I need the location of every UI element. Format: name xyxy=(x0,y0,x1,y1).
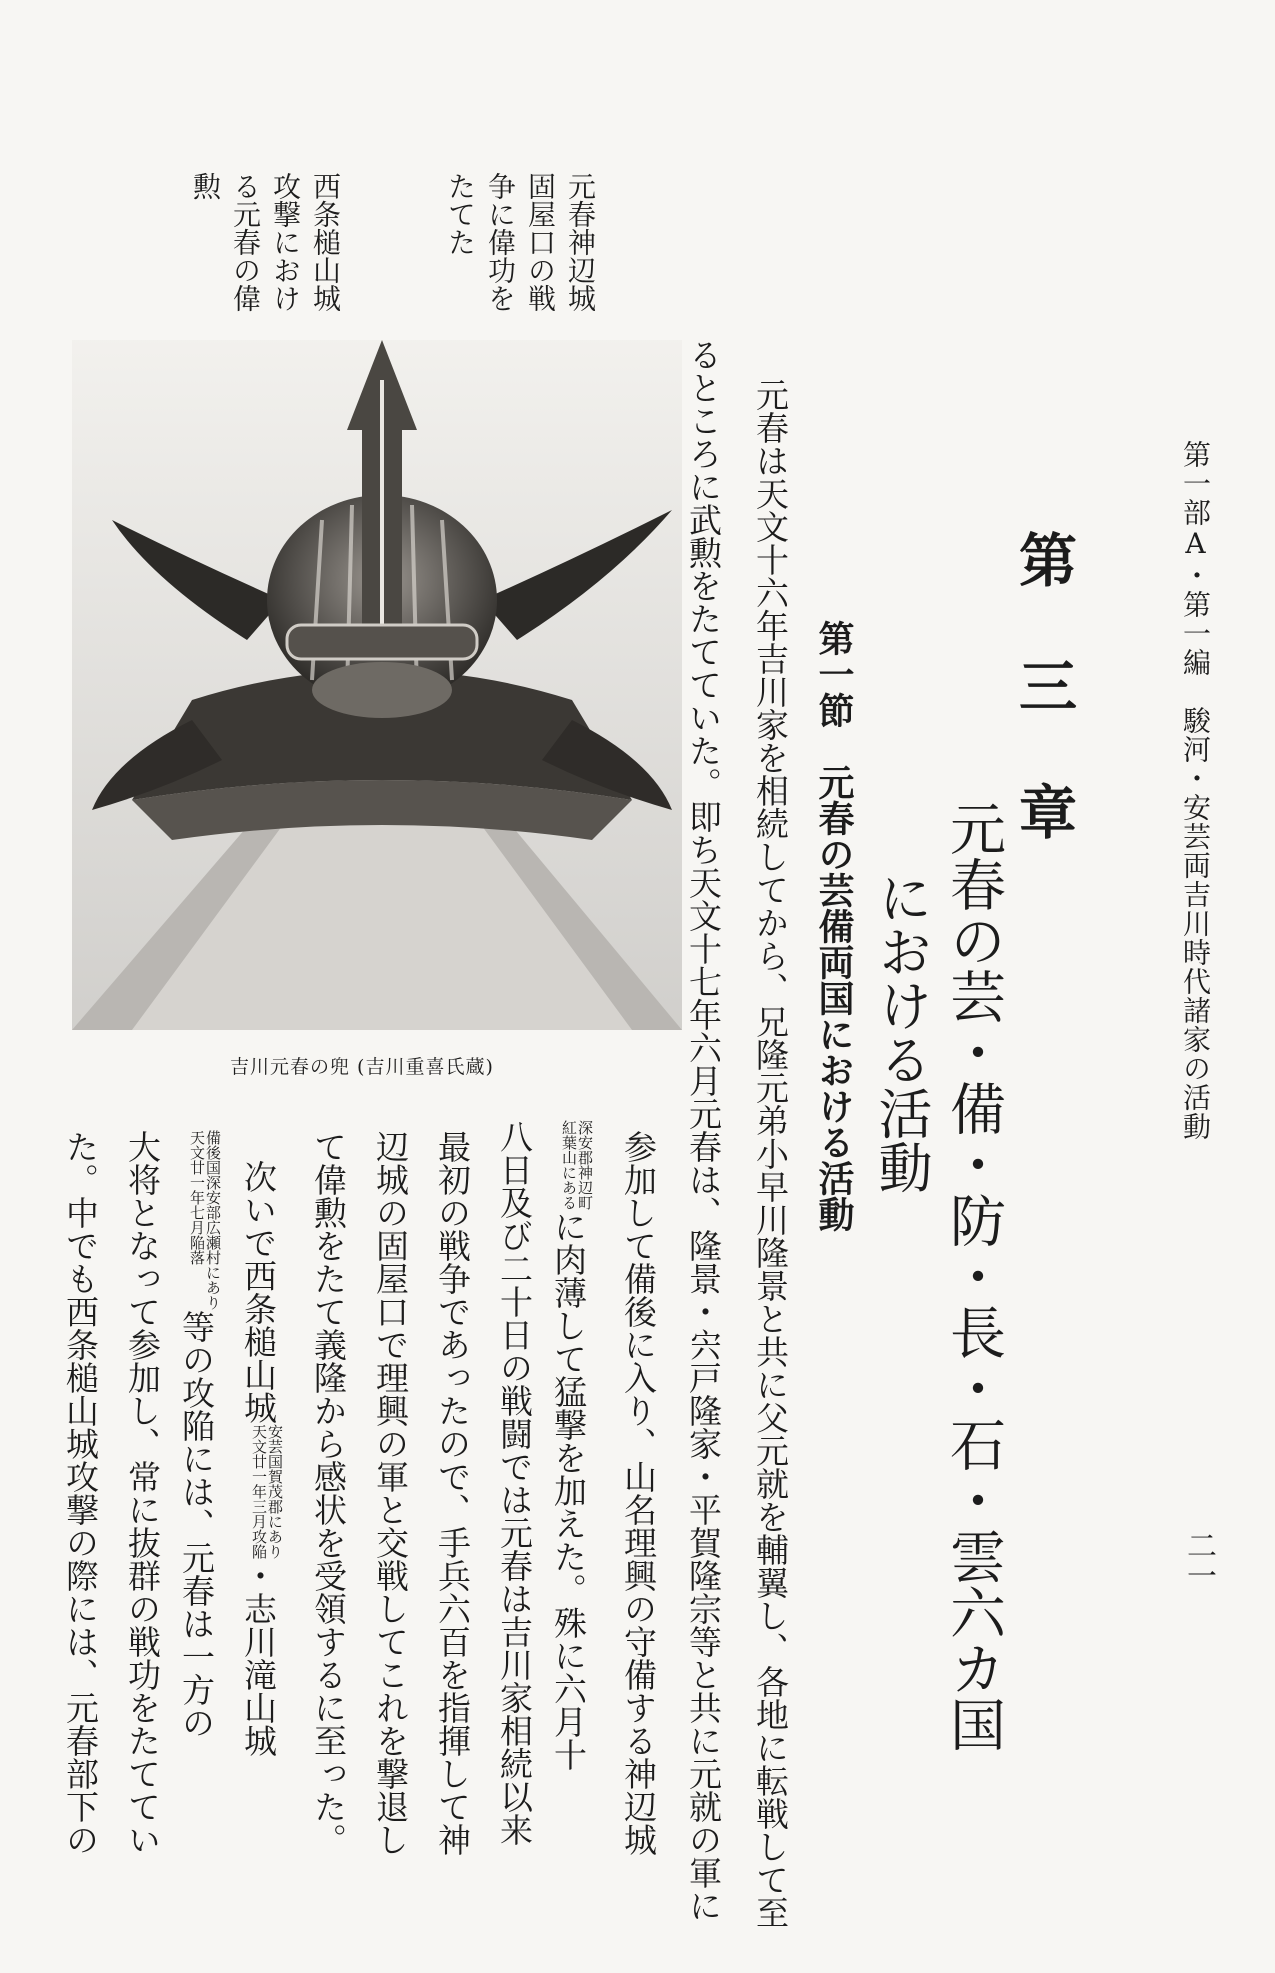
inline-note-3: 備後国深安部広瀬村にあり 天文廿一年七月陥落 xyxy=(188,1130,222,1310)
body-line-12: た。中でも西条槌山城攻撃の際には、元春部下の xyxy=(61,1130,100,1856)
body-line-3: 参加して備後に入り、山名理興の守備する神辺城 xyxy=(619,1130,658,1856)
body-line-11: 大将となって参加し、常に抜群の戦功をたててい xyxy=(123,1130,162,1856)
body-line-9: 次いで西条槌山城 安芸国賀茂郡にあり 天文廿一年三月攻陥 ・志川滝山城 xyxy=(239,1160,284,1757)
body-line-6: 最初の戦争であったので、手兵六百を指揮して神 xyxy=(433,1130,472,1856)
inline-note-2: 安芸国賀茂郡にあり 天文廿一年三月攻陥 xyxy=(250,1424,284,1559)
kabuto-helmet-photo xyxy=(72,340,682,1030)
caption-1: 元春神辺城固屋口の戦争に偉功をたてた xyxy=(444,172,597,312)
body-line-8: て偉勲をたて義隆から感状を受領するに至った。 xyxy=(309,1130,348,1856)
body-line-4: 深安郡神辺町 紅葉山にある に肉薄して猛撃を加えた。殊に六月十 xyxy=(549,1120,594,1771)
inline-note: 深安郡神辺町 紅葉山にある xyxy=(560,1120,594,1210)
body-line-1: 元春は天文十六年吉川家を相続してから、兄隆元弟小早川隆景と共に父元就を輔翼し、各地に転戦して至 xyxy=(751,378,790,1929)
body-line-5: 八日及び二十日の戦闘では元春は吉川家相続以来 xyxy=(495,1120,534,1846)
chapter-title-cont: における活動 xyxy=(870,870,933,1194)
section-title: 第一節 元春の芸備両国における活動 xyxy=(813,620,855,1232)
chapter-title: 元春の芸・備・防・長・石・雲六カ国 xyxy=(941,800,1006,1752)
running-head: 第一部A・第一編 駿河・安芸両吉川時代諸家の活動 xyxy=(1179,440,1212,1141)
caption-2: 西条槌山城攻撃における元春の偉勲 xyxy=(189,172,342,312)
chapter-number: 第 三 章 xyxy=(1009,530,1077,840)
body-line-10: 備後国深安部広瀬村にあり 天文廿一年七月陥落 等の攻陥には、元春は一方の xyxy=(177,1130,222,1739)
body-line-2: るところに武勲をたてていた。即ち天文十七年六月元春は、隆景・宍戸隆家・平賀隆宗等と共に元就の軍に xyxy=(684,338,723,1922)
body-line-7: 辺城の固屋口で理興の軍と交戦してこれを撃退し xyxy=(371,1130,410,1856)
photo-caption: 吉川元春の兜 (吉川重喜氏蔵) xyxy=(230,1056,494,1078)
page-number: 二一 xyxy=(1181,1530,1216,1590)
